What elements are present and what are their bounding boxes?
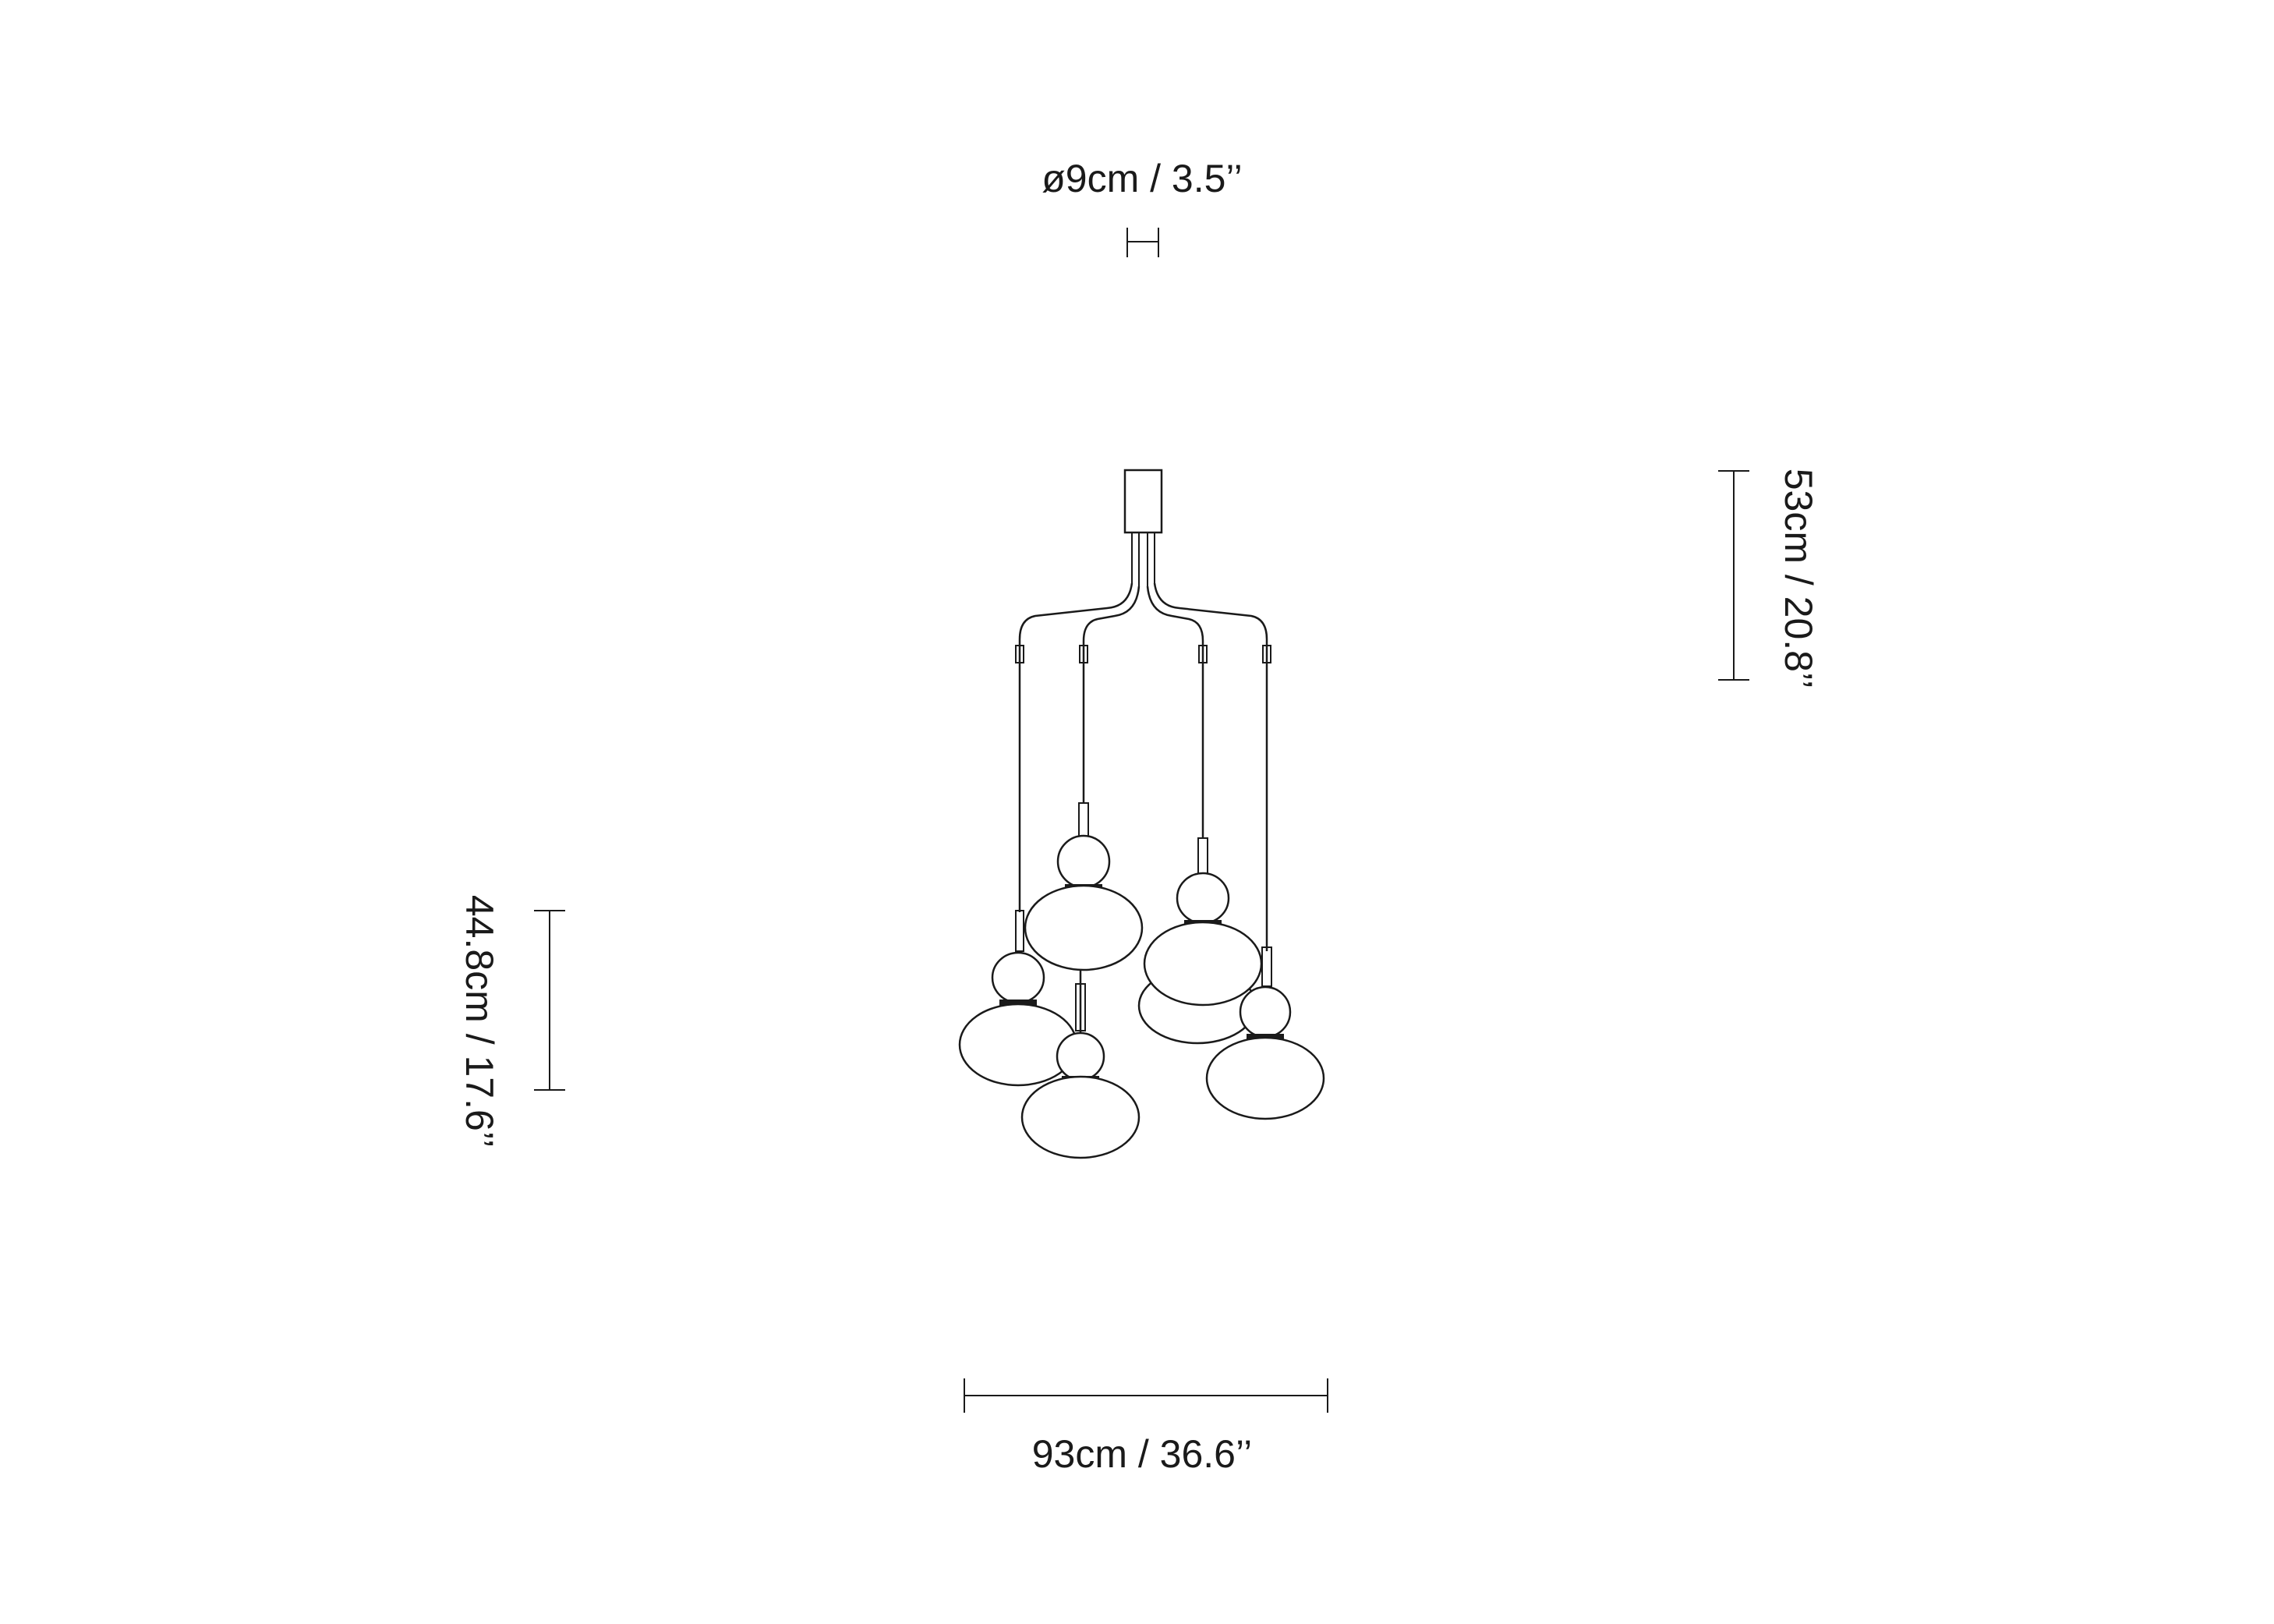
canopy-diameter-dimension-line [1127, 228, 1158, 257]
shade-height-dimension-line [534, 911, 565, 1090]
shade-height-label: 44.8cm / 17.6’’ [458, 894, 501, 1148]
arm-2 [1084, 586, 1139, 803]
canopy-diameter-label: ø9cm / 3.5’’ [1042, 157, 1243, 200]
chandelier-illustration [960, 470, 1324, 1158]
arm-3 [1148, 586, 1203, 838]
pendant-upper-left [1025, 836, 1142, 970]
overall-width-dimension-line [964, 1378, 1328, 1413]
canopy-height-dimension-line [1718, 471, 1749, 680]
overall-width-label: 93cm / 36.6’’ [1031, 1432, 1253, 1476]
canopy-height-label: 53cm / 20.8’’ [1777, 468, 1820, 689]
canopy [1125, 470, 1162, 532]
pendant-upper-right [1144, 873, 1261, 1005]
